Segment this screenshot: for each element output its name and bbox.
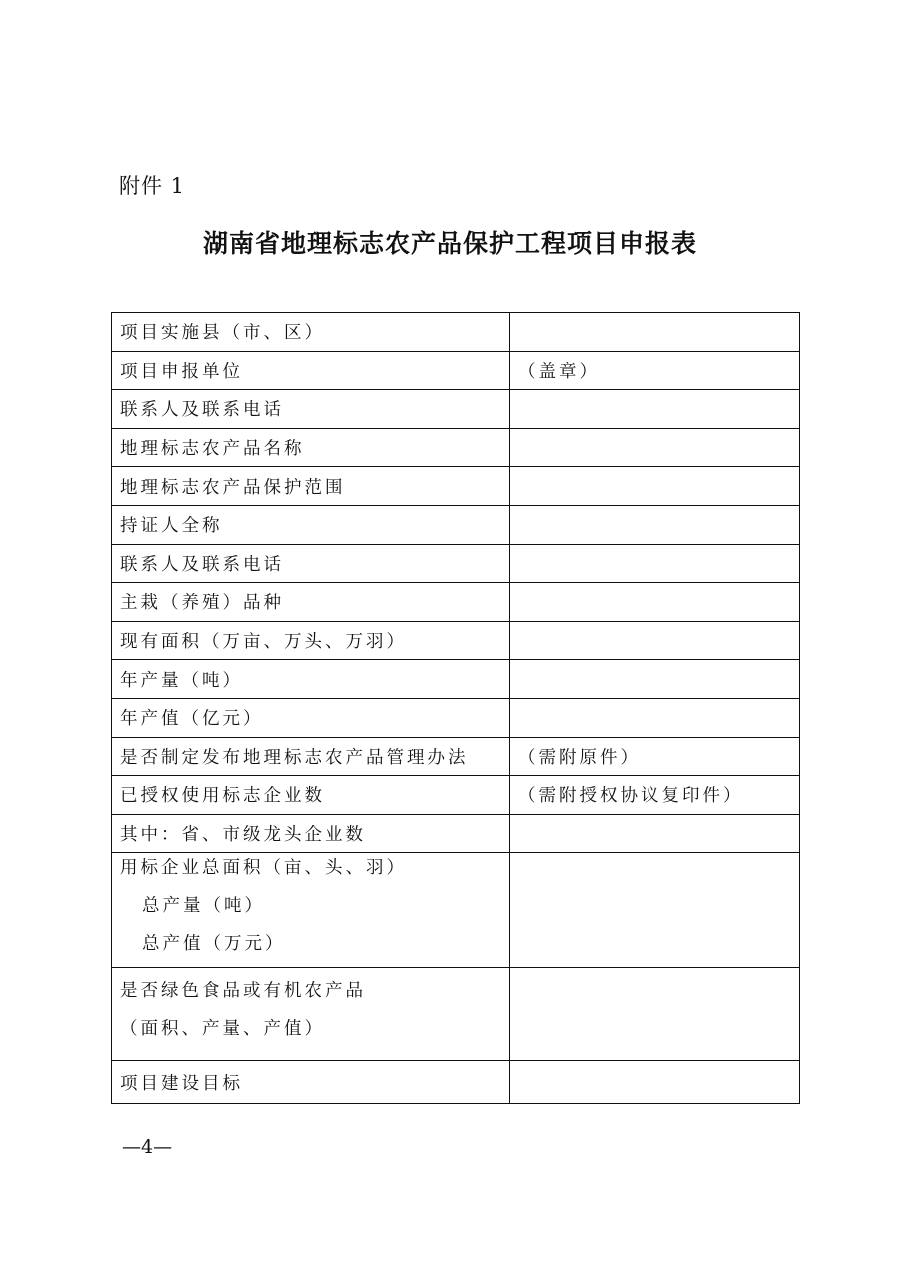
table-row [112, 621, 800, 660]
table-row [112, 467, 800, 506]
row-value[interactable] [510, 583, 800, 622]
total-area-label: 用标企业总面积（亩、头、羽） [120, 858, 407, 879]
row-label: 联系人及联系电话 [112, 544, 510, 583]
green-organic-detail: （面积、产量、产值） [120, 1019, 325, 1040]
row-label: 地理标志农产品名称 [112, 428, 510, 467]
row-value[interactable] [510, 814, 800, 853]
total-output-label: 总产量（吨） [142, 896, 265, 917]
usage-enterprise-value[interactable] [510, 853, 800, 968]
table-row [112, 544, 800, 583]
table-row [112, 660, 800, 699]
row-label: 是否制定发布地理标志农产品管理办法 [112, 737, 510, 776]
row-value[interactable] [510, 428, 800, 467]
attachment-label: 附件 1 [119, 174, 186, 198]
green-organic-row [112, 968, 800, 1061]
row-label: 主栽（养殖）品种 [112, 583, 510, 622]
usage-enterprise-row [112, 853, 800, 968]
document-title: 湖南省地理标志农产品保护工程项目申报表 [202, 229, 697, 258]
project-goal-label: 项目建设目标 [112, 1061, 510, 1104]
green-organic-value[interactable] [510, 968, 800, 1061]
row-value[interactable] [510, 544, 800, 583]
project-goal-row [112, 1061, 800, 1104]
row-value[interactable]: （盖章） [510, 351, 800, 390]
row-value[interactable] [510, 660, 800, 699]
table-row [112, 428, 800, 467]
row-label: 项目实施县（市、区） [112, 313, 510, 352]
row-label: 持证人全称 [112, 505, 510, 544]
green-organic-question: 是否绿色食品或有机农产品 [120, 981, 366, 1002]
row-label: 其中：省、市级龙头企业数 [112, 814, 510, 853]
application-form-table [111, 312, 800, 1104]
table-row [112, 505, 800, 544]
usage-enterprise-label [112, 853, 510, 968]
row-value[interactable] [510, 505, 800, 544]
table-row [112, 583, 800, 622]
row-label: 地理标志农产品保护范围 [112, 467, 510, 506]
row-value[interactable] [510, 390, 800, 429]
page-number: —4— [122, 1136, 173, 1158]
row-label: 年产值（亿元） [112, 698, 510, 737]
row-value[interactable] [510, 698, 800, 737]
row-value[interactable] [510, 313, 800, 352]
table-row [112, 776, 800, 815]
row-label: 联系人及联系电话 [112, 390, 510, 429]
row-label: 现有面积（万亩、万头、万羽） [112, 621, 510, 660]
row-label: 已授权使用标志企业数 [112, 776, 510, 815]
green-organic-label [112, 968, 510, 1061]
table-row [112, 313, 800, 352]
row-value[interactable] [510, 621, 800, 660]
row-value[interactable] [510, 467, 800, 506]
table-row [112, 351, 800, 390]
row-value[interactable]: （需附原件） [510, 737, 800, 776]
row-value[interactable]: （需附授权协议复印件） [510, 776, 800, 815]
table-row [112, 698, 800, 737]
row-label: 年产量（吨） [112, 660, 510, 699]
total-value-label: 总产值（万元） [142, 934, 286, 955]
project-goal-value[interactable] [510, 1061, 800, 1104]
row-label: 项目申报单位 [112, 351, 510, 390]
table-row [112, 390, 800, 429]
table-row [112, 814, 800, 853]
table-row [112, 737, 800, 776]
